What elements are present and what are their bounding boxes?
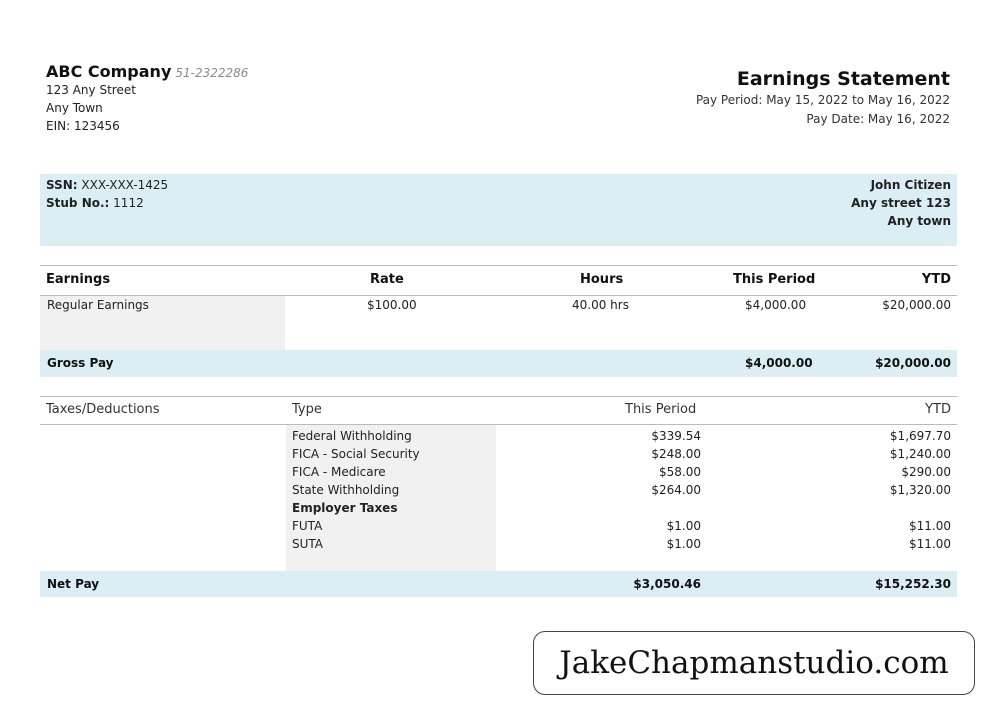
pay-period: Pay Period: May 15, 2022 to May 16, 2022 [695,93,950,107]
tax-type: FICA - Social Security [292,447,420,461]
ytd-header: YTD [921,272,951,287]
tax-type-group: Employer Taxes [292,501,398,515]
regular-hours: 40.00 hrs [572,298,629,312]
tax-ytd: $1,697.70 [889,429,951,443]
tax-type: SUTA [292,537,324,551]
stub-value: 1112 [113,196,144,210]
tax-period: $264.00 [651,483,701,497]
tax-ytd [890,499,951,517]
hours-header: Hours [580,272,624,287]
tax-ytd-header: YTD [925,402,951,417]
watermark-badge: JakeChapmanstudio.com [533,631,975,695]
employee-band [40,174,957,246]
type-header: Type [292,402,322,417]
tax-type: State Withholding [292,483,400,497]
company-address-line: EIN: 123456 [46,119,120,133]
divider [40,265,957,266]
tax-type: Federal Withholding [292,429,412,443]
net-pay-ytd: $15,252.30 [875,577,951,591]
tax-this-period-header: This Period [625,402,697,417]
regular-this-period: $4,000.00 [745,298,807,312]
tax-ytd-list [890,427,951,553]
tax-type: FICA - Medicare [292,465,386,479]
company-address-line: 123 Any Street [46,83,136,97]
net-pay-label: Net Pay [47,577,100,591]
employee-town: Any town [887,214,951,228]
divider [40,424,957,425]
tax-period [651,499,701,517]
regular-ytd: $20,000.00 [882,298,951,312]
tax-period: $1.00 [666,537,701,551]
stub-label: Stub No.: [46,196,110,210]
statement-header [696,67,950,129]
tax-type: FUTA [292,519,323,533]
tax-ytd: $11.00 [909,537,951,551]
tax-ytd: $290.00 [901,465,951,479]
tax-period: $58.00 [659,465,701,479]
tax-period: $1.00 [666,519,701,533]
employee-address [851,176,951,230]
divider [40,396,957,397]
tax-type-list [292,427,420,553]
tax-period: $248.00 [651,447,701,461]
rate-header: Rate [370,272,404,287]
company-address-line: Any Town [46,101,103,115]
ssn-label: SSN: [46,178,78,192]
net-pay-band [40,571,957,597]
regular-rate: $100.00 [367,298,417,312]
gross-pay-ytd: $20,000.00 [875,356,951,370]
this-period-header: This Period [733,272,816,287]
tax-ytd: $1,320.00 [889,483,951,497]
statement-title: Earnings Statement [736,68,950,90]
employee-street: Any street 123 [851,196,951,210]
company-info [46,62,248,135]
tax-ytd: $11.00 [909,519,951,533]
taxes-header-label: Taxes/Deductions [46,402,160,417]
employee-ids [46,176,168,212]
net-pay-period: $3,050.46 [633,577,701,591]
company-name: ABC Company [46,62,172,81]
regular-earnings-label: Regular Earnings [47,298,149,312]
employee-name: John Citizen [870,178,951,192]
gross-pay-band [40,350,957,377]
company-code: 51-2322286 [175,66,249,80]
tax-period: $339.54 [651,429,701,443]
gross-pay-period: $4,000.00 [745,356,813,370]
gross-pay-label: Gross Pay [47,356,114,370]
tax-period-list [651,427,701,553]
tax-ytd: $1,240.00 [889,447,951,461]
ssn-value: XXX-XXX-1425 [81,178,169,192]
earnings-header-label: Earnings [46,272,111,287]
pay-date: Pay Date: May 16, 2022 [806,112,950,126]
